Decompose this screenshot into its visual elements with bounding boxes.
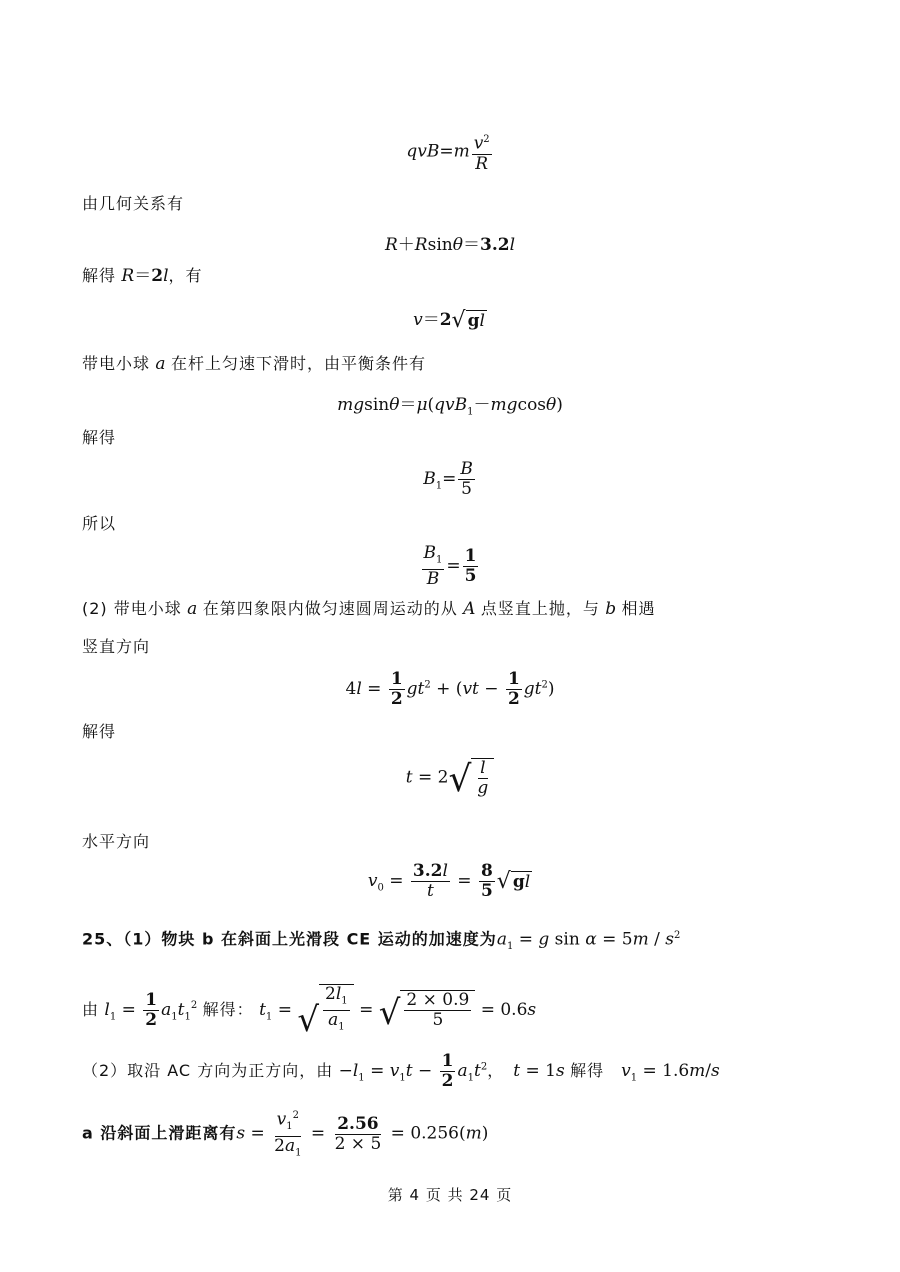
equation-lorentz: qvB=m $\frac{v^2}{R}$: [0, 130, 900, 174]
text-line: 25、（1）物块 b 在斜面上光滑段 CE 运动的加速度为$a_1 = g$ $\sin \alpha = 5m / s^2$: [82, 929, 681, 953]
text-line: 所以: [82, 514, 117, 533]
equation-b1: $B_1=$ $\frac{B}{5}$: [423, 459, 473, 499]
equation-velocity: v＝2 √ g l: [413, 307, 485, 333]
equation-horizontal: $v_0$ = $\frac{3.2l}{t}$ = $\frac{8}{5}$ √ g l: [367, 861, 531, 901]
text-line: 由 $l_1$ = $\frac{1}{2}$ $a_1t_1^2$ 解得： $t_1$ = √ $\frac{2l_1}{a_1}$ = √ $\frac{2 \times 0.9}{5}$ = 0.6s: [82, 984, 537, 1040]
text-line: 竖直方向: [82, 637, 151, 656]
text-line: a 沿斜面上滑距离有s = $\frac{v_1^2}{2a_1}$ = $\frac{2.56}{2 \times 5}$ = 0.256(m): [82, 1106, 488, 1162]
text-line: 水平方向: [82, 832, 151, 851]
text-line: 带电小球 a 在杆上匀速下滑时，由平衡条件有: [82, 354, 426, 374]
equation-balance: mgsinθ＝μ(qvB$_1$－mgcosθ): [337, 395, 563, 418]
text-line: 解得 R＝2l，有: [82, 266, 203, 286]
page-footer: 第 4 页 共 24 页: [387, 1186, 513, 1204]
equation-ratio: $\frac{B_1}{B}$ = $\frac{1}{5}$: [423, 543, 477, 590]
equation-vertical: 4l = $\frac{1}{2}$ $gt^2 + (vt$ − $\frac{1}{2}$ $gt^2$): [345, 669, 555, 709]
equation-time: t = 2 √ $\frac{l}{g}$: [0, 758, 900, 798]
text-line: 解得: [82, 722, 117, 741]
text-line: 由几何关系有: [82, 194, 185, 213]
text-line: 解得: [82, 428, 117, 447]
text-line: （2）取沿 AC 方向为正方向，由 $-l_1 = v_1t$ − $\frac{1}{2}$ $a_1t^2$， t = 1s 解得 $v_1 = 1.6m/s$: [82, 1051, 720, 1091]
text-line: (2) 带电小球 a 在第四象限内做匀速圆周运动的从 A 点竖直上抛，与 b 相遇: [82, 599, 656, 619]
equation-geometry: R＋Rsinθ＝3.2l: [384, 235, 515, 255]
